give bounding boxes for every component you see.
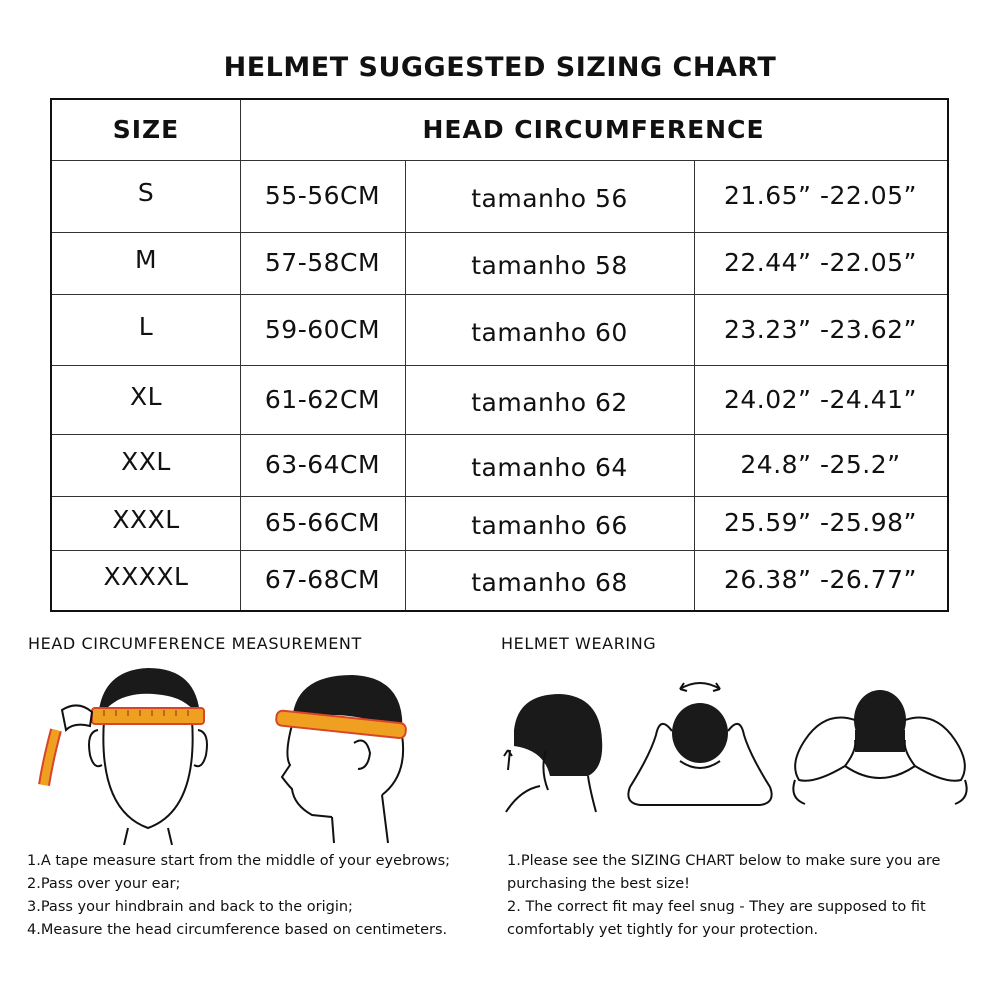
measurement-step: 1.A tape measure start from the middle of your eyebrows; <box>27 853 451 869</box>
tamanho-cell: tamanho 64 <box>471 453 628 482</box>
table-divider <box>52 232 947 233</box>
size-cell: S <box>137 178 155 207</box>
side-head-measure-illustration <box>262 665 422 845</box>
cm-cell: 57-58CM <box>264 248 381 277</box>
sizing-table <box>50 98 949 612</box>
cm-cell: 65-66CM <box>264 508 381 537</box>
wearing-note: purchasing the best size! <box>507 876 690 892</box>
inches-cell: 23.23” -23.62” <box>723 314 917 344</box>
tamanho-cell: tamanho 62 <box>471 387 628 417</box>
table-divider <box>52 365 947 366</box>
helmet-adjust-illustration <box>785 680 975 810</box>
tamanho-cell: tamanho 56 <box>471 184 628 213</box>
table-divider <box>52 550 947 551</box>
cm-cell: 59-60CM <box>264 314 381 344</box>
measurement-step: 2.Pass over your ear; <box>27 876 181 892</box>
helmet-side-illustration <box>500 690 610 815</box>
chart-title: HELMET SUGGESTED SIZING CHART <box>223 52 777 83</box>
table-divider <box>52 434 947 435</box>
table-divider <box>52 496 947 497</box>
wearing-title: HELMET WEARING <box>501 634 657 653</box>
cm-cell: 63-64CM <box>264 450 381 479</box>
tamanho-cell: tamanho 58 <box>471 251 628 280</box>
inches-cell: 24.02” -24.41” <box>723 384 917 414</box>
inches-cell: 22.44” -22.05” <box>723 248 917 277</box>
wearing-note: comfortably yet tightly for your protection. <box>507 922 819 938</box>
inches-cell: 26.38” -26.77” <box>723 565 917 594</box>
measurement-title: HEAD CIRCUMFERENCE MEASUREMENT <box>28 634 362 653</box>
size-cell: L <box>138 311 154 341</box>
front-head-measure-illustration <box>38 660 238 845</box>
inches-cell: 21.65” -22.05” <box>723 181 917 210</box>
size-header: SIZE <box>112 115 180 144</box>
measurement-step: 3.Pass your hindbrain and back to the origin; <box>27 899 353 915</box>
size-cell: XXL <box>121 447 171 476</box>
table-divider <box>405 160 406 610</box>
table-divider <box>52 294 947 295</box>
cm-cell: 67-68CM <box>264 565 381 594</box>
head-circumference-header: HEAD CIRCUMFERENCE <box>422 115 765 144</box>
cm-cell: 61-62CM <box>264 384 381 414</box>
size-cell: XXXL <box>112 505 180 534</box>
size-cell: XL <box>129 381 163 411</box>
tamanho-cell: tamanho 60 <box>471 317 628 347</box>
measurement-step: 4.Measure the head circumference based on centimeters. <box>27 922 448 938</box>
cm-cell: 55-56CM <box>264 181 381 210</box>
tamanho-cell: tamanho 66 <box>471 511 628 540</box>
table-divider <box>52 160 947 161</box>
wearing-note: 2. The correct fit may feel snug - They are supposed to fit <box>507 899 926 915</box>
inches-cell: 24.8” -25.2” <box>740 450 901 479</box>
size-cell: M <box>134 245 158 274</box>
helmet-back-illustration <box>620 675 780 825</box>
wearing-note: 1.Please see the SIZING CHART below to make sure you are <box>507 853 941 869</box>
inches-cell: 25.59” -25.98” <box>723 508 917 537</box>
tamanho-cell: tamanho 68 <box>471 568 628 597</box>
size-cell: XXXXL <box>103 562 189 591</box>
